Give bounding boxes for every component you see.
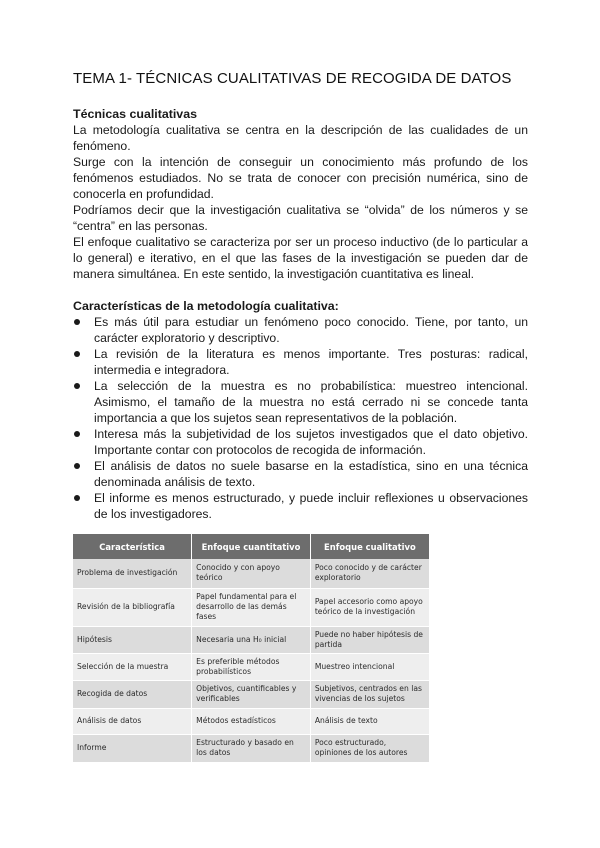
table-cell: Es preferible métodos probabilísticos: [192, 653, 311, 680]
column-header-cuantitativo: Enfoque cuantitativo: [192, 534, 311, 559]
table-cell: Hipótesis: [73, 626, 192, 653]
bullet-item: [73, 458, 528, 490]
table-cell: Papel accesorio como apoyo teórico de la investigación: [310, 588, 429, 626]
bullet-icon: [74, 463, 80, 469]
table-cell: Objetivos, cuantificables y verificables: [192, 680, 311, 708]
bullet-text: El informe es menos estructurado, y puede incluir reflexiones u observaciones de los investigadores.: [94, 491, 528, 522]
table-cell: Métodos estadísticos: [192, 708, 311, 734]
table-cell: Puede no haber hipótesis de partida: [310, 626, 429, 653]
table-row: [73, 588, 429, 626]
table-cell: Necesaria una H₀ inicial: [192, 626, 311, 653]
document-body: [73, 106, 528, 522]
table-cell: Selección de la muestra: [73, 653, 192, 680]
table-row: [73, 653, 429, 680]
bullet-item: [73, 314, 528, 346]
bullet-icon: [74, 495, 80, 501]
table-cell: Poco conocido y de carácter exploratorio: [310, 559, 429, 588]
table-cell: Revisión de la bibliografía: [73, 588, 192, 626]
section-heading-caracteristicas: Características de la metodología cualitativa:: [73, 298, 339, 313]
bullet-item: [73, 378, 528, 426]
table-cell: Análisis de texto: [310, 708, 429, 734]
comparison-table: [73, 534, 429, 763]
table-cell: Papel fundamental para el desarrollo de las demás fases: [192, 588, 311, 626]
table-cell: Análisis de datos: [73, 708, 192, 734]
bullet-icon: [74, 383, 80, 389]
table-row: [73, 626, 429, 653]
bullet-text: La selección de la muestra es no probabilística: muestreo intencional. Asimismo, el tamaño de la muestra no está cerrado ni se concede tanta importancia a que los sujetos sean representativos de la población.: [94, 378, 528, 425]
paragraph: Podríamos decir que la investigación cualitativa se “olvida” de los números y se “centra” en las personas.: [73, 203, 528, 234]
bullet-text: Interesa más la subjetividad de los sujetos investigados que el dato objetivo. Importante contar con protocolos de recogida de información.: [94, 426, 528, 457]
bullet-text: El análisis de datos no suele basarse en la estadística, sino en una técnica denominada análisis de texto.: [94, 458, 528, 490]
table-cell: Estructurado y basado en los datos: [192, 734, 311, 762]
table-row: [73, 708, 429, 734]
paragraph: La metodología cualitativa se centra en la descripción de las cualidades de un fenómeno.: [73, 123, 528, 154]
table-cell: Recogida de datos: [73, 680, 192, 708]
column-header-cualitativo: Enfoque cualitativo: [310, 534, 429, 559]
table-cell: Subjetivos, centrados en las vivencias de los sujetos: [310, 680, 429, 708]
bullet-icon: [74, 319, 80, 325]
paragraph: Surge con la intención de conseguir un conocimiento más profundo de los fenómenos estudiados. No se trata de conocer con precisión numérica, sino de conocerla en profundidad.: [73, 155, 528, 202]
bullet-item: [73, 490, 528, 522]
table-row: [73, 559, 429, 588]
table-row: [73, 680, 429, 708]
paragraph: El enfoque cualitativo se caracteriza por ser un proceso inductivo (de lo particular a lo general) e iterativo, en el que las fases de la investigación se pueden dar de manera simultánea. En este sentido, la investigación cuantitativa es lineal.: [73, 235, 528, 282]
bullet-text: La revisión de la literatura es menos importante. Tres posturas: radical, intermedia e integradora.: [94, 346, 528, 377]
section-heading-tecnicas: Técnicas cualitativas: [73, 107, 197, 121]
table-cell: Poco estructurado, opiniones de los autores: [310, 734, 429, 762]
bullet-icon: [74, 431, 80, 437]
table-cell: Muestreo intencional: [310, 653, 429, 680]
document-title: TEMA 1- TÉCNICAS CUALITATIVAS DE RECOGIDA DE DATOS: [73, 70, 512, 87]
bullet-list: [73, 314, 528, 523]
table-cell: Informe: [73, 734, 192, 762]
table-cell: Problema de investigación: [73, 559, 192, 588]
table-row: [73, 734, 429, 762]
bullet-text: Es más útil para estudiar un fenómeno poco conocido. Tiene, por tanto, un carácter exploratorio y descriptivo.: [94, 314, 528, 345]
column-header-caracteristica: Característica: [73, 534, 192, 559]
table-cell: Conocido y con apoyo teórico: [192, 559, 311, 588]
bullet-icon: [74, 351, 80, 357]
bullet-item: [73, 426, 528, 458]
table-header-row: [73, 534, 429, 559]
bullet-item: [73, 346, 528, 378]
